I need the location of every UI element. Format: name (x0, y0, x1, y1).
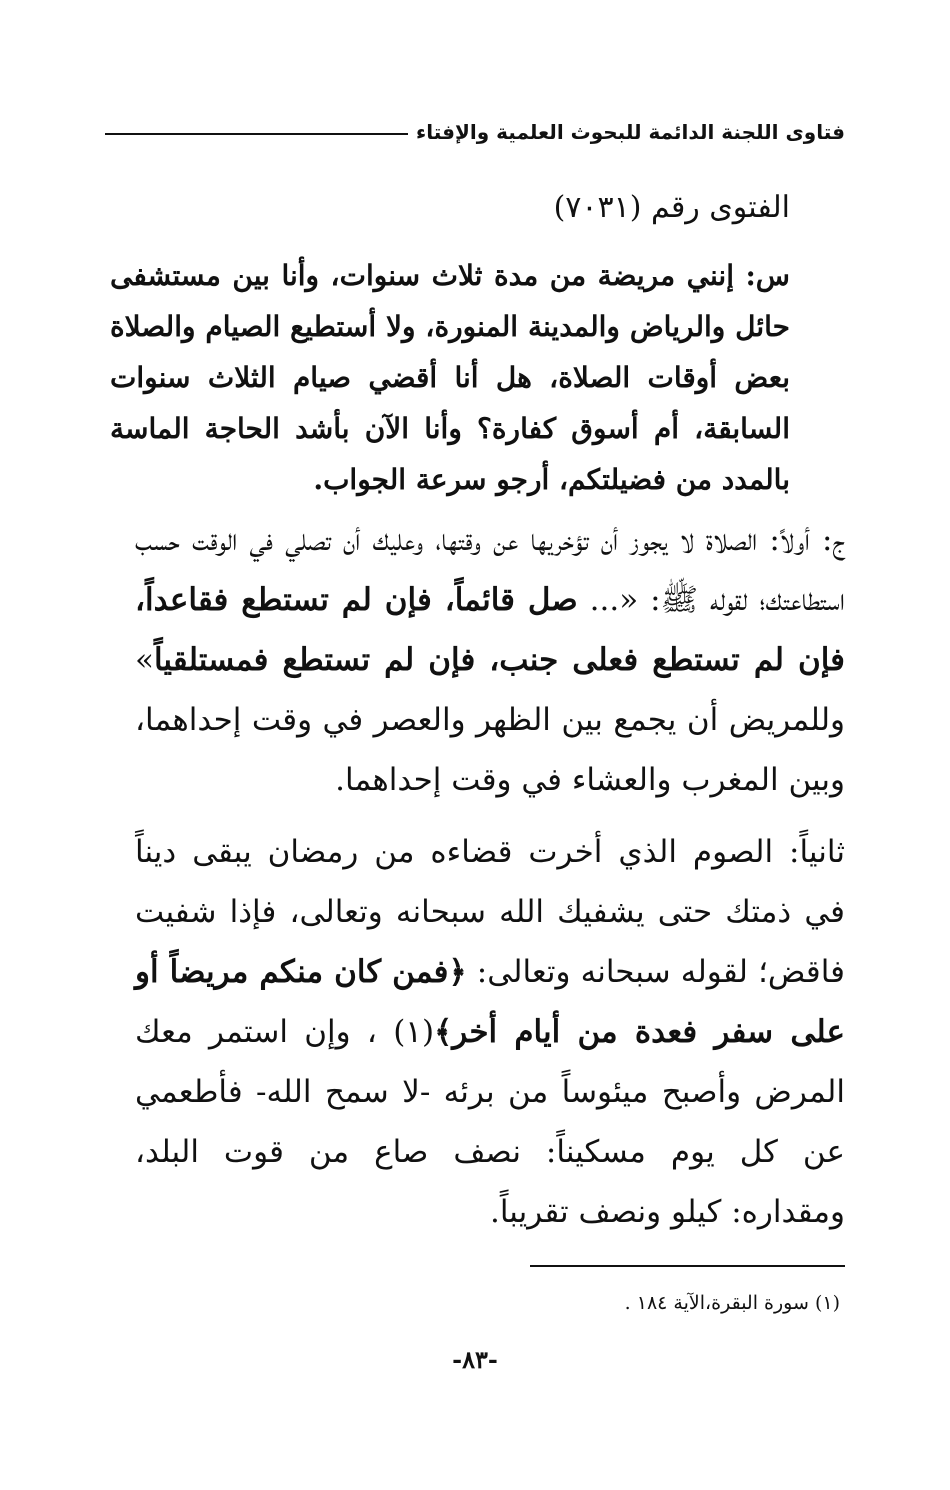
quran-verse: ﴿فمن كان منكم مريضاً أو على سفر فعدة من أيام أخر﴾ (135, 954, 845, 1050)
footnote-reference: (١) (393, 1014, 435, 1050)
answer-p2-intro: ثانياً: الصوم الذي أخرت قضاءه من رمضان يبقى ديناً في ذمتك حتى يشفيك الله سبحانه وتعالى، فإذا شفيت فاقض؛ لقوله سبحانه وتعالى: (135, 834, 845, 990)
running-header (105, 117, 845, 147)
answer-paragraph-1 (135, 510, 845, 810)
answer-paragraph-2 (135, 822, 845, 1242)
answer-p1-rest: » وللمريض أن يجمع بين الظهر والعصر في وقت إحداهما، وبين المغرب والعشاء في وقت إحداهما. (135, 642, 845, 798)
footnote: (١) سورة البقرة،الآية ١٨٤ . (624, 1292, 840, 1314)
footnote-rule (530, 1265, 845, 1267)
hadith-quote: صل قائماً، فإن لم تستطع فقاعداً، فإن لم تستطع فعلى جنب، فإن لم تستطع فمستلقياً (135, 582, 845, 678)
page-number: -٨٣- (452, 1345, 498, 1374)
question-text: س: إنني مريضة من مدة ثلاث سنوات، وأنا بين مستشفى حائل والرياض والمدينة المنورة، ولا أستطيع الصيام والصلاة بعض أوقات الصلاة، هل أنا أقضي صيام الثلاث سنوات السابقة، أم أسوق كفارة؟ وأنا الآن بأشد الحاجة الماسة بالمدد من فضيلتكم، أرجو سرعة الجواب. (110, 259, 790, 496)
answer-section (135, 510, 845, 1242)
question-paragraph (110, 250, 790, 505)
header-rule (105, 133, 408, 135)
running-header-title: فتاوى اللجنة الدائمة للبحوث العلمية والإفتاء (416, 120, 845, 144)
answer-p2-rest: ، وإن استمر معك المرض وأصبح ميئوساً من برئه -لا سمح الله- فأطعمي عن كل يوم مسكيناً: نصف صاع من قوت البلد، ومقداره: كيلو ونصف تقريباً. (135, 1014, 845, 1230)
answer-p1-intro: ج: أولاً: الصلاة لا يجوز أن تؤخريها عن وقتها، وعليك أن تصلي في الوقت حسب استطاعتك؛ لقوله ﷺ: «... (135, 522, 845, 618)
fatwa-number-heading: الفتوى رقم (٧٠٣١) (553, 190, 790, 225)
